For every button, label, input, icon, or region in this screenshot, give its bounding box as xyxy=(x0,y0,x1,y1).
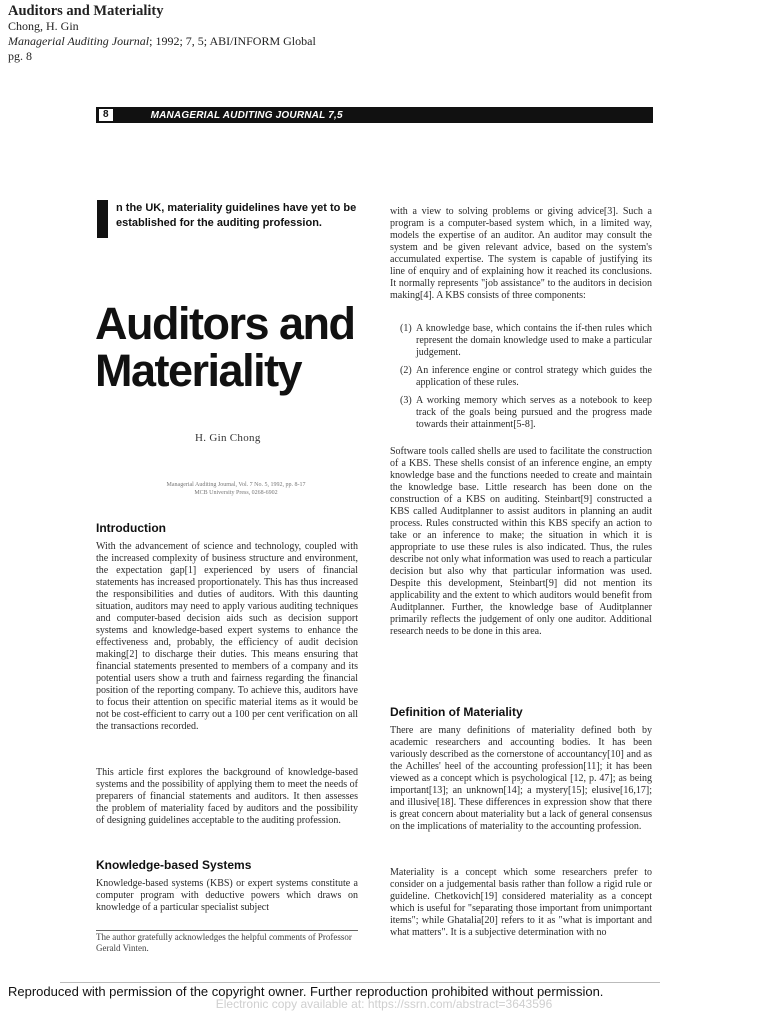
page-number: 8 xyxy=(99,109,113,121)
article-author: H. Gin Chong xyxy=(195,432,261,444)
db-page: pg. 8 xyxy=(8,49,32,63)
materiality-heading: Definition of Materiality xyxy=(390,705,523,719)
db-issue: ; 1992; 7, 5; ABI/INFORM Global xyxy=(149,34,316,48)
introduction-heading: Introduction xyxy=(96,521,166,535)
pull-quote: n the UK, materiality guidelines have yet to be established for the auditing profession. xyxy=(116,202,357,229)
kbs-heading: Knowledge-based Systems xyxy=(96,858,252,872)
drop-cap xyxy=(97,200,108,238)
citation-line-2: MCB University Press, 0268-6902 xyxy=(194,490,278,496)
db-source xyxy=(8,34,316,49)
list-item xyxy=(390,323,652,359)
kbs-paragraph-continued: with a view to solving problems or giving advice[3]. Such a program is a computer-based system which, in a limited way, models the expertise of an auditor. An auditor may consult the system and be given relevant advice, based on the system's accumulated expertise. The system is capable of justifying its line of enquiry and of explaining how it reached its conclusions. It normally represents "job assistance" to the auditors in decision making[4]. A KBS consists of three components: xyxy=(390,206,652,301)
database-header xyxy=(8,4,316,64)
kbs-paragraph-1: Knowledge-based systems (KBS) or expert systems constitute a computer program with deductive powers which draws on knowledge of a particular specialist subject xyxy=(96,878,358,913)
footnote: The author gratefully acknowledges the helpful comments of Professor Gerald Vinten. xyxy=(96,932,352,953)
article-citation xyxy=(96,481,376,497)
introduction-paragraph-2: This article first explores the background of knowledge-based systems and the possibility of applying them to meet the needs of preparers of financial statements and auditors. It then assesses the problem of materiality faced by auditors and the possibility of designing guidelines acceptable to the auditing profession. xyxy=(96,767,358,826)
db-author: Chong, H. Gin xyxy=(8,19,79,33)
list-item-number: (2) xyxy=(400,365,412,376)
citation-line-1: Managerial Auditing Journal, Vol. 7 No. 5, 1992, pp. 8-17 xyxy=(166,482,306,488)
journal-banner xyxy=(96,107,653,123)
db-journal: Managerial Auditing Journal xyxy=(8,34,150,48)
list-item-text: An inference engine or control strategy which guides the application of these rules. xyxy=(416,365,652,388)
materiality-paragraph-1: There are many definitions of materiality defined both by academic researchers and accounting bodies. It has been variously described as the cornerstone of accountancy[10] and as the Achilles' heel of the accounting profession[11]; it has been viewed as a concept which is psychological [12, p. 47]; as being important[13]; an unknown[14]; a mystery[15]; elusive[16,17]; and illusive[18]. These differences in expression show that there is great concern about materiality but a lack of general consensus on the implications of materiality to the accounting profession. xyxy=(390,725,652,832)
list-item-number: (1) xyxy=(400,323,412,334)
journal-title: MANAGERIAL AUDITING JOURNAL 7,5 xyxy=(150,109,343,121)
db-article-title: Auditors and Materiality xyxy=(8,3,164,19)
materiality-paragraph-2: Materiality is a concept which some researchers prefer to consider on a judgemental basis rather than follow a rigid rule or guideline. Chetkovich[19] considered materiality as a concept which is useful for "separating those important from unimportant items"; while Ghatalia[20] refers to it as "what is important and what matters". It is a subjective determination with no xyxy=(390,867,652,938)
list-item xyxy=(390,395,652,431)
ssrn-watermark: Electronic copy available at: https://ssrn.com/abstract=3643596 xyxy=(215,997,553,1011)
article-title: Auditors and Materiality xyxy=(95,298,355,396)
list-item-number: (3) xyxy=(400,395,412,406)
list-item xyxy=(390,365,652,389)
list-item-text: A working memory which serves as a notebook to keep track of the goals being pursued and the progress made towards their attainment[5-8]. xyxy=(416,395,652,430)
kbs-components-list xyxy=(390,323,652,437)
introduction-paragraph-1: With the advancement of science and technology, coupled with the increased complexity of business structure and environment, the expectation gap[1] experienced by users of financial statements has increased proportionately. This has thus increased the responsibilities and duties of auditors. With this daunting situation, auditors may need to apply various auditing techniques and computer-based decision aids such as decision support systems and knowledge-based expert systems to enhance the effectiveness and, probably, the efficiency of audit decision making[2] to discharge their duties. This means ensuring that financial statements presented to members of a company and its potential users show a truth and fairness regarding the financial position of the reporting company. To achieve this, auditors have to focus their attention on specific material items as it would be not be cost-efficient to carry out a 100 per cent verification on all the transactions recorded. xyxy=(96,541,358,732)
reproduction-notice: Reproduced with permission of the copyright owner. Further reproduction prohibited without permission. xyxy=(8,984,604,999)
page-bottom-rule xyxy=(60,982,660,983)
list-item-text: A knowledge base, which contains the if-then rules which represent the domain knowledge used to make a particular judgement. xyxy=(416,323,652,358)
kbs-paragraph-shells: Software tools called shells are used to facilitate the construction of a KBS. These shells consist of an inference engine, an empty knowledge base and the functions needed to create and maintain the knowledge base. Little research has been done on the construction of a KBS on auditing. Steinbart[9] constructed a KBS called Auditplanner to assist auditors in planning an audit process. Rules constructed within this KBS specify an action to take or an inference to make; the situation in which it is appropriate to use these rules is also indicated. Thus, the rules describe not only what information was used to reach a particular decision but also why that particular information was used. Despite this development, Steinbart[9] did not mention its applicability and the extent to which auditors would benefit from Auditplanner. Further, the knowledge base of Auditplanner primarily reflects the judgement of only one auditor. Additional research needs to be done in this area. xyxy=(390,446,652,637)
footnote-rule xyxy=(96,930,358,931)
